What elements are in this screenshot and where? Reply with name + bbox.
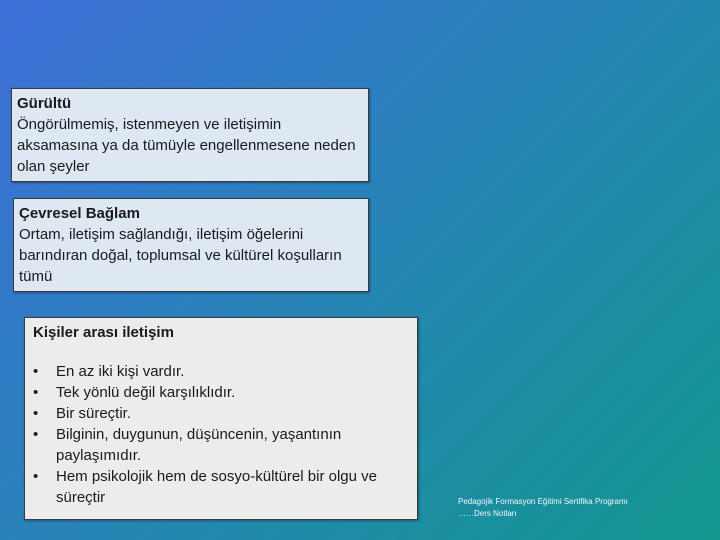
list-item [33,424,409,466]
footer-program-name: Pedagojik Formasyon Eğitimi Sertifika Programı [458,497,628,506]
list-item [33,466,409,508]
list-item [33,403,409,424]
noise-box [11,88,369,182]
footer-note [458,496,628,520]
context-text: Ortam, iletişim sağlandığı, iletişim öğelerini barındıran doğal, toplumsal ve kültürel koşulların tümü [19,226,342,285]
list-item-text: En az iki kişi vardır. [56,363,185,380]
interpersonal-bullet-list [33,361,409,508]
bullet-icon: • [33,426,39,443]
bullet-icon: • [33,363,39,380]
list-item-text: Bir süreçtir. [56,405,132,422]
environmental-context-box [13,198,369,292]
noise-title: Gürültü [17,95,72,112]
noise-text: Öngörülmemiş, istenmeyen ve iletişimin aksamasına ya da tümüyle engellenmesene neden olan şeyler [17,116,356,175]
list-item [33,382,409,403]
list-item-text: Bilginin, duygunun, düşüncenin, yaşantının paylaşımıdır. [56,426,342,464]
bullet-icon: • [33,405,39,422]
list-item-text: Tek yönlü değil karşılıklıdır. [56,384,236,401]
list-item [33,361,409,382]
footer-course-notes: ……Ders Notları [458,509,517,518]
interpersonal-title: Kişiler arası iletişim [33,324,174,341]
bullet-icon: • [33,384,39,401]
context-title: Çevresel Bağlam [19,205,140,222]
list-item-text: Hem psikolojik hem de sosyo-kültürel bir olgu ve süreçtir [56,468,377,506]
bullet-icon: • [33,468,39,485]
interpersonal-communication-box [24,317,418,520]
